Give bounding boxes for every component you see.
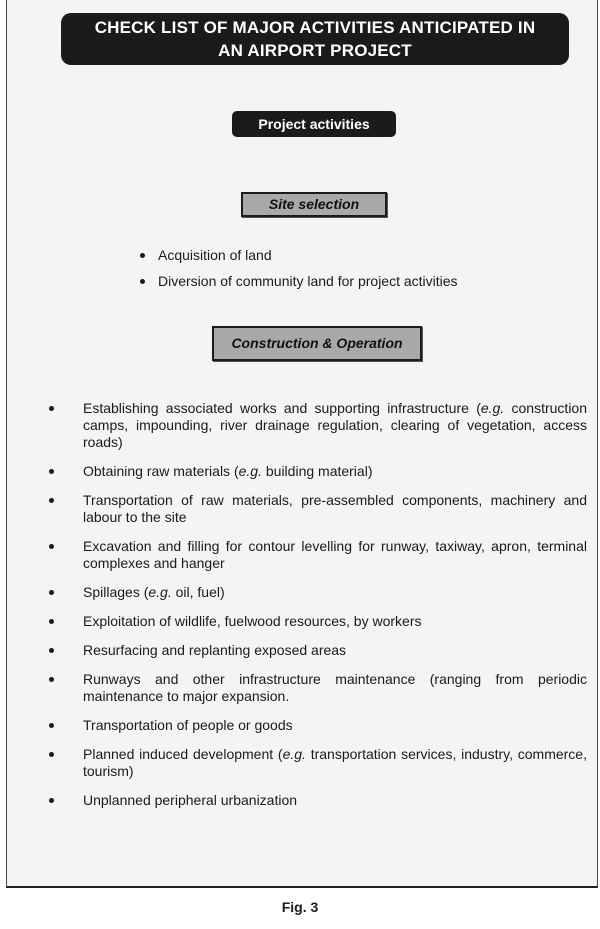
title-line-2: AN AIRPORT PROJECT — [218, 41, 412, 60]
title-line-1: CHECK LIST OF MAJOR ACTIVITIES ANTICIPATED IN — [94, 18, 536, 37]
list-item: Excavation and filling for contour levelling for runway, taxiway, apron, terminal complexes and hanger — [47, 538, 587, 572]
list-item: Exploitation of wildlife, fuelwood resources, by workers — [47, 613, 587, 630]
list-item: Acquisition of land — [140, 242, 458, 268]
construction-operation-list — [47, 400, 587, 821]
list-item: Diversion of community land for project activities — [140, 268, 458, 294]
page-title — [61, 13, 569, 65]
checklist-panel — [6, 0, 598, 888]
project-activities-heading: Project activities — [232, 111, 396, 137]
list-item: Unplanned peripheral urbanization — [47, 792, 587, 809]
list-item: Transportation of people or goods — [47, 717, 587, 734]
list-item: Obtaining raw materials (e.g. building material) — [47, 463, 587, 480]
site-selection-heading: Site selection — [241, 192, 387, 217]
construction-operation-heading: Construction & Operation — [212, 326, 422, 361]
list-item: Planned induced development (e.g. transportation services, industry, commerce, tourism) — [47, 746, 587, 780]
list-item: Establishing associated works and supporting infrastructure (e.g. construction camps, impounding, river drainage regulation, clearing of vegetation, access roads) — [47, 400, 587, 451]
figure-caption: Fig. 3 — [281, 899, 319, 915]
site-selection-list — [140, 242, 458, 294]
list-item: Spillages (e.g. oil, fuel) — [47, 584, 587, 601]
list-item: Resurfacing and replanting exposed areas — [47, 642, 587, 659]
list-item: Runways and other infrastructure maintenance (ranging from periodic maintenance to major expansion. — [47, 671, 587, 705]
list-item: Transportation of raw materials, pre-assembled components, machinery and labour to the site — [47, 492, 587, 526]
